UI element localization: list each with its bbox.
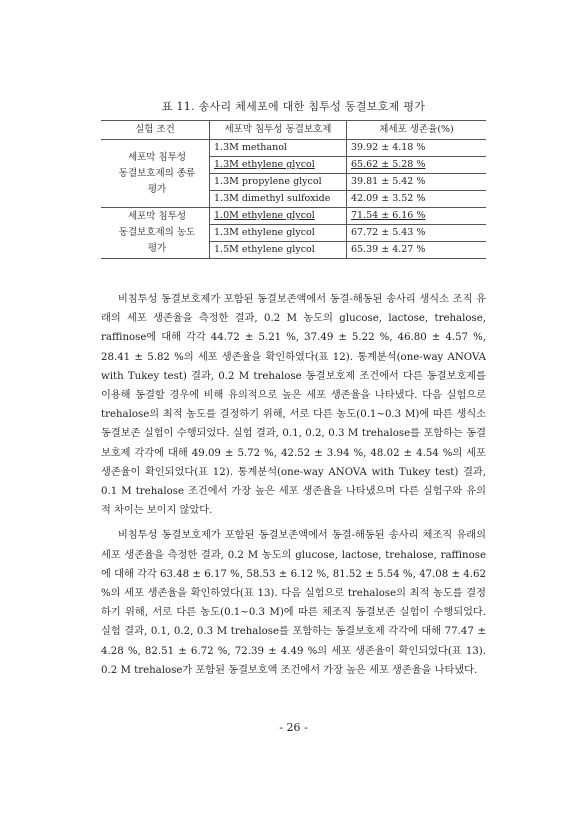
condition-line: 평가 (147, 243, 167, 254)
rate-cell: 39.92 ± 4.18 % (347, 140, 487, 157)
condition-line: 동결보호제의 종류 (118, 167, 196, 179)
table-row (101, 208, 486, 225)
agent-cell: 1.3M methanol (210, 140, 347, 157)
body-text (101, 290, 486, 686)
rate-cell: 42.09 ± 3.52 % (347, 191, 487, 208)
table-11 (101, 120, 486, 259)
condition-concentration-cell (101, 208, 210, 259)
agent-cell: 1.5M ethylene glycol (210, 242, 347, 259)
table-caption: 표 11. 송사리 체세포에 대한 침투성 동결보호제 평가 (161, 100, 426, 113)
page-number: - 26 - (279, 721, 308, 734)
rate-cell: 67.72 ± 5.43 % (347, 225, 487, 242)
agent-cell: 1.3M propylene glycol (210, 174, 347, 191)
paragraph-2: 비침투성 동결보호제가 포함된 동결보존액에서 동결-해동된 송사리 체조직 유래의 세포 생존율을 측정한 결과, 0.2 M 농도의 glucose, lactose, trehalose, raffinose에 대해 각각 63.48 ± 6.17 %, 58.53 ± 6.12 %, 81.52 ± 5.54 %, 47.08 ± 4.62 %의 세포 생존율을 확인하였다(표 13). 다음 실험으로 trehalose의 최적 농도를 결정하기 위해, 서로 다른 농도(0.1~0.3 M)에 따른 체조직 동결보존 실험이 수행되었다. 실험 결과, 0.1, 0.2, 0.3 M trehalose를 포함하는 동결보호제 각각에 대해 77.47 ± 4.28 %, 82.51 ± 6.72 %, 72.39 ± 4.49 %의 세포 생존율이 확인되었다(표 13). 0.2 M trehalose가 포함된 동결보호액 조건에서 가장 높은 세포 생존율을 나타냈다. (101, 530, 486, 676)
header-survival: 체세포 생존율(%) (347, 121, 487, 140)
rate-cell: 71.54 ± 6.16 % (347, 208, 487, 225)
table-header-row (101, 121, 486, 140)
agent-cell: 1.3M ethylene glycol (210, 225, 347, 242)
condition-type-cell (101, 140, 210, 208)
table-row (101, 140, 486, 157)
rate-cell: 65.39 ± 4.27 % (347, 242, 487, 259)
header-condition: 실험 조건 (101, 121, 210, 140)
condition-line: 세포막 침투성 (127, 151, 187, 163)
condition-line: 동결보호제의 농도 (118, 227, 196, 238)
header-agent: 세포막 침투성 동결보호제 (210, 121, 347, 140)
agent-cell: 1.3M dimethyl sulfoxide (210, 191, 347, 208)
paragraph-1: 비침투성 동결보호제가 포함된 동결보존액에서 동결-해동된 송사리 생식소 조직 유래의 세포 생존율을 측정한 결과, 0.2 M 농도의 glucose, lactose, trehalose, raffinose에 대해 각각 44.72 ± 5.21 %, 37.49 ± 5.22 %, 46.80 ± 4.57 %, 28.41 ± 5.82 %의 세포 생존율을 확인하였다(표 12). 통계분석(one-way ANOVA with Tukey test) 결과, 0.2 M trehalose 동결보호제 조건에서 다른 동결보호제를 이용해 동결할 경우에 비해 유의적으로 높은 세포 생존율을 나타냈다. 다음 실험으로 trehalose의 최적 농도를 결정하기 위해, 서로 다른 농도(0.1~0.3 M)에 따른 생식소 동결보존 실험이 수행되었다. 실험 결과, 0.1, 0.2, 0.3 M trehalose를 포함하는 동결보호제 각각에 대해 49.09 ± 5.72 %, 42.52 ± 3.94 %, 48.02 ± 4.54 %의 세포 생존율이 확인되었다(표 12). 통계분석(one-way ANOVA with Tukey test) 결과, 0.1 M trehalose 조건에서 가장 높은 세포 생존율을 나타냈으며 다른 실험구와 유의적 차이는 보이지 않았다. (101, 294, 486, 517)
rate-cell: 39.81 ± 5.42 % (347, 174, 487, 191)
condition-line: 세포막 침투성 (127, 211, 187, 222)
agent-cell: 1.0M ethylene glycol (210, 208, 347, 225)
agent-cell: 1.3M ethylene glycol (210, 157, 347, 174)
rate-cell: 65.62 ± 5.28 % (347, 157, 487, 174)
condition-line: 평가 (147, 183, 167, 195)
